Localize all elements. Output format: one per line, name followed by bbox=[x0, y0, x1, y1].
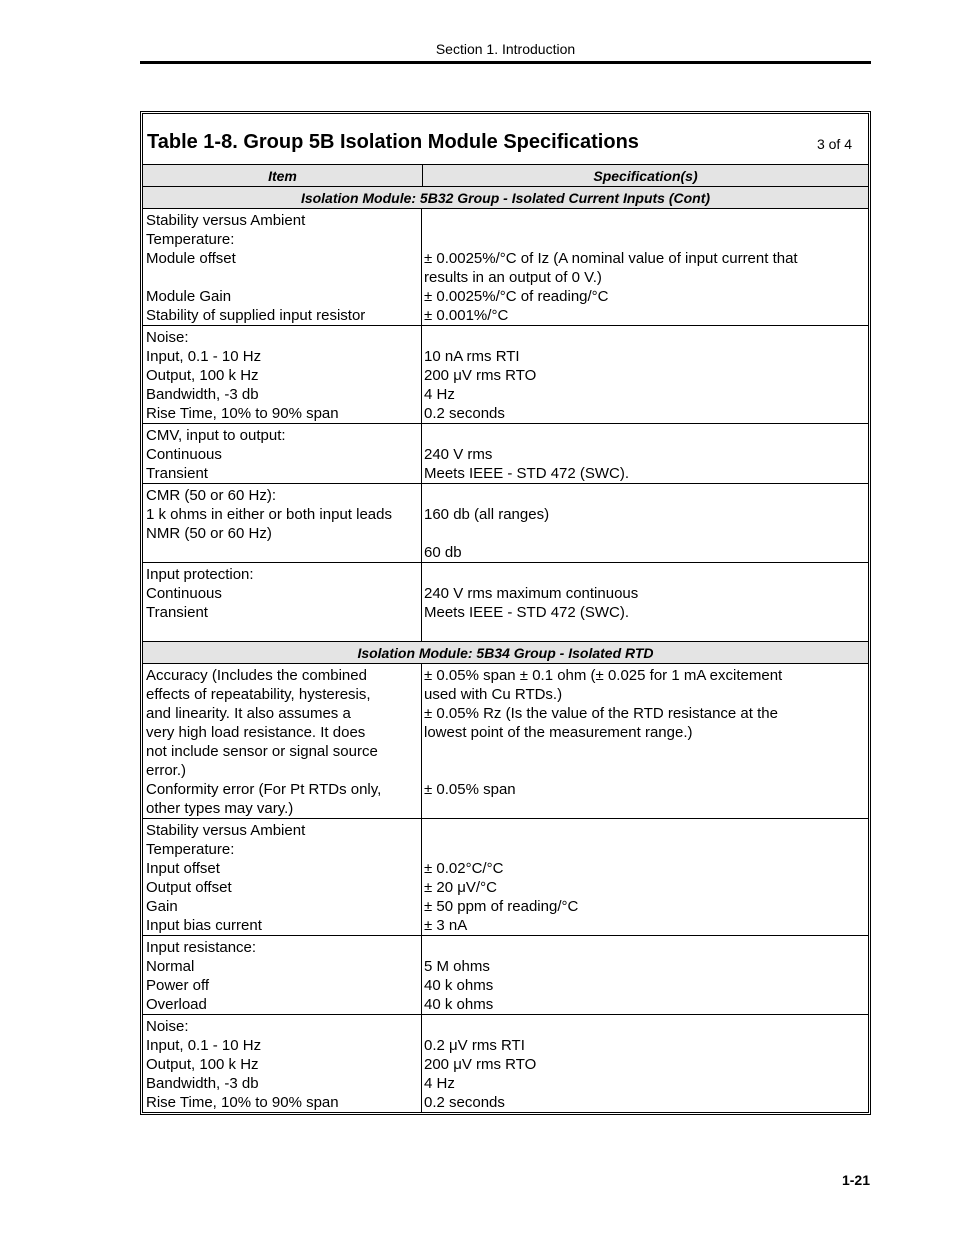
spec-line: ± 0.05% Rz (Is the value of the RTD resistance at the bbox=[424, 705, 778, 722]
group-heading: Isolation Module: 5B34 Group - Isolated RTD bbox=[143, 642, 868, 664]
item-line: Rise Time, 10% to 90% span bbox=[146, 405, 339, 422]
spec-cell bbox=[422, 424, 868, 483]
item-cell bbox=[143, 424, 422, 483]
item-line: Power off bbox=[146, 977, 210, 994]
table-body bbox=[143, 187, 868, 1112]
spec-line bbox=[424, 328, 868, 347]
item-cell bbox=[143, 209, 422, 325]
spec-line bbox=[424, 799, 868, 818]
item-line: Input bias current bbox=[146, 917, 262, 934]
item-line: and linearity. It also assumes a bbox=[146, 705, 351, 722]
spec-line: 5 M ohms bbox=[424, 958, 490, 975]
item-cell bbox=[143, 936, 422, 1014]
spec-table bbox=[140, 111, 871, 1115]
item-line: Input protection: bbox=[146, 566, 254, 583]
spec-line: ± 0.0025%/°C of reading/°C bbox=[424, 288, 609, 305]
item-line: other types may vary.) bbox=[146, 800, 294, 817]
item-line: Output offset bbox=[146, 879, 232, 896]
item-line: Conformity error (For Pt RTDs only, bbox=[146, 781, 382, 798]
spec-cell bbox=[422, 819, 868, 935]
item-cell bbox=[143, 664, 422, 818]
item-line: Noise: bbox=[146, 1018, 189, 1035]
item-cell bbox=[143, 563, 422, 641]
item-line: Bandwidth, -3 db bbox=[146, 386, 259, 403]
item-line: NMR (50 or 60 Hz) bbox=[146, 525, 272, 542]
spec-line bbox=[424, 821, 868, 840]
spec-line: used with Cu RTDs.) bbox=[424, 686, 563, 703]
spec-cell bbox=[422, 664, 868, 818]
item-line: very high load resistance. It does bbox=[146, 724, 366, 741]
spec-line: lowest point of the measurement range.) bbox=[424, 724, 693, 741]
spec-line: 40 k ohms bbox=[424, 996, 494, 1013]
spec-line bbox=[424, 1017, 868, 1036]
spec-line: 240 V rms bbox=[424, 446, 493, 463]
item-line: Output, 100 k Hz bbox=[146, 1056, 259, 1073]
item-line: Stability versus Ambient bbox=[146, 822, 306, 839]
spec-line: 0.2 μV rms RTI bbox=[424, 1037, 525, 1054]
spec-line: 0.2 seconds bbox=[424, 405, 505, 422]
item-line: Accuracy (Includes the combined bbox=[146, 667, 367, 684]
item-line: Rise Time, 10% to 90% span bbox=[146, 1094, 339, 1111]
spec-line: results in an output of 0 V.) bbox=[424, 269, 602, 286]
spec-line: 60 db bbox=[424, 544, 462, 561]
table-row bbox=[143, 563, 868, 642]
item-line bbox=[146, 543, 421, 562]
table-title: Table 1-8. Group 5B Isolation Module Specifications bbox=[147, 131, 639, 153]
item-line: Noise: bbox=[146, 329, 189, 346]
spec-cell bbox=[422, 209, 868, 325]
item-line: Temperature: bbox=[146, 841, 235, 858]
spec-line: ± 0.001%/°C bbox=[424, 307, 509, 324]
item-line: Bandwidth, -3 db bbox=[146, 1075, 259, 1092]
spec-cell bbox=[422, 1015, 868, 1112]
spec-line: 4 Hz bbox=[424, 1075, 455, 1092]
table-title-row bbox=[143, 114, 868, 165]
item-line bbox=[146, 268, 421, 287]
section-header: Section 1. Introduction bbox=[435, 41, 576, 57]
spec-cell bbox=[422, 326, 868, 423]
spec-line bbox=[424, 938, 868, 957]
table-row bbox=[143, 209, 868, 326]
table-page-of: 3 of 4 bbox=[816, 136, 852, 152]
item-cell bbox=[143, 819, 422, 935]
spec-cell bbox=[422, 484, 868, 562]
spec-line bbox=[424, 622, 868, 641]
spec-line: ± 0.0025%/°C of Iz (A nominal value of input current that bbox=[424, 250, 798, 267]
table-row bbox=[143, 819, 868, 936]
item-line: Continuous bbox=[146, 446, 222, 463]
item-cell bbox=[143, 326, 422, 423]
item-line: Overload bbox=[146, 996, 207, 1013]
spec-line: 200 μV rms RTO bbox=[424, 1056, 537, 1073]
header-rule bbox=[140, 61, 871, 64]
spec-line bbox=[424, 524, 868, 543]
spec-line: 40 k ohms bbox=[424, 977, 494, 994]
spec-line: ± 0.05% span ± 0.1 ohm (± 0.025 for 1 mA excitement bbox=[424, 667, 783, 684]
spec-line: 160 db (all ranges) bbox=[424, 506, 550, 523]
spec-line: ± 0.05% span bbox=[424, 781, 516, 798]
item-line: Input offset bbox=[146, 860, 220, 877]
spec-line: ± 0.02°C/°C bbox=[424, 860, 504, 877]
spec-line: 4 Hz bbox=[424, 386, 455, 403]
item-line: Input resistance: bbox=[146, 939, 257, 956]
spec-line bbox=[424, 426, 868, 445]
spec-line bbox=[424, 211, 868, 230]
group-heading: Isolation Module: 5B32 Group - Isolated Current Inputs (Cont) bbox=[143, 187, 868, 209]
column-header-spec: Specification(s) bbox=[593, 167, 698, 184]
item-line: CMR (50 or 60 Hz): bbox=[146, 487, 277, 504]
table-row bbox=[143, 424, 868, 484]
spec-cell bbox=[422, 936, 868, 1014]
column-header-item: Item bbox=[143, 165, 423, 186]
table-row bbox=[143, 484, 868, 563]
item-line: Normal bbox=[146, 958, 195, 975]
item-line: Gain bbox=[146, 898, 178, 915]
spec-line bbox=[424, 840, 868, 859]
item-line: 1 k ohms in either or both input leads bbox=[146, 506, 392, 523]
spec-cell bbox=[422, 563, 868, 641]
item-line: Module offset bbox=[146, 250, 236, 267]
spec-line: 200 μV rms RTO bbox=[424, 367, 537, 384]
table-column-headers bbox=[143, 165, 868, 187]
spec-line: Meets IEEE - STD 472 (SWC). bbox=[424, 604, 630, 621]
item-line: not include sensor or signal source bbox=[146, 743, 378, 760]
item-line: Input, 0.1 - 10 Hz bbox=[146, 1037, 262, 1054]
page-number: 1-21 bbox=[841, 1172, 870, 1188]
spec-line: 240 V rms maximum continuous bbox=[424, 585, 639, 602]
spec-line: 0.2 seconds bbox=[424, 1094, 505, 1111]
item-cell bbox=[143, 484, 422, 562]
item-line: Temperature: bbox=[146, 231, 235, 248]
item-line: Input, 0.1 - 10 Hz bbox=[146, 348, 262, 365]
item-line: Stability versus Ambient bbox=[146, 212, 306, 229]
spec-line bbox=[424, 486, 868, 505]
item-line: effects of repeatability, hysteresis, bbox=[146, 686, 371, 703]
table-row bbox=[143, 1015, 868, 1112]
spec-line bbox=[424, 565, 868, 584]
spec-line: 10 nA rms RTI bbox=[424, 348, 520, 365]
spec-line bbox=[424, 742, 868, 761]
item-line: Output, 100 k Hz bbox=[146, 367, 259, 384]
item-line: error.) bbox=[146, 762, 187, 779]
item-line: Continuous bbox=[146, 585, 222, 602]
spec-line bbox=[424, 761, 868, 780]
spec-line: ± 20 μV/°C bbox=[424, 879, 497, 896]
spec-line: ± 50 ppm of reading/°C bbox=[424, 898, 579, 915]
table-row bbox=[143, 326, 868, 424]
item-cell bbox=[143, 1015, 422, 1112]
item-line: Transient bbox=[146, 465, 208, 482]
spec-line: ± 3 nA bbox=[424, 917, 468, 934]
item-line bbox=[146, 622, 421, 641]
item-line: Module Gain bbox=[146, 288, 232, 305]
table-row bbox=[143, 936, 868, 1015]
spec-line: Meets IEEE - STD 472 (SWC). bbox=[424, 465, 630, 482]
spec-line bbox=[424, 230, 868, 249]
table-row bbox=[143, 664, 868, 819]
item-line: CMV, input to output: bbox=[146, 427, 286, 444]
item-line: Stability of supplied input resistor bbox=[146, 307, 366, 324]
item-line: Transient bbox=[146, 604, 208, 621]
